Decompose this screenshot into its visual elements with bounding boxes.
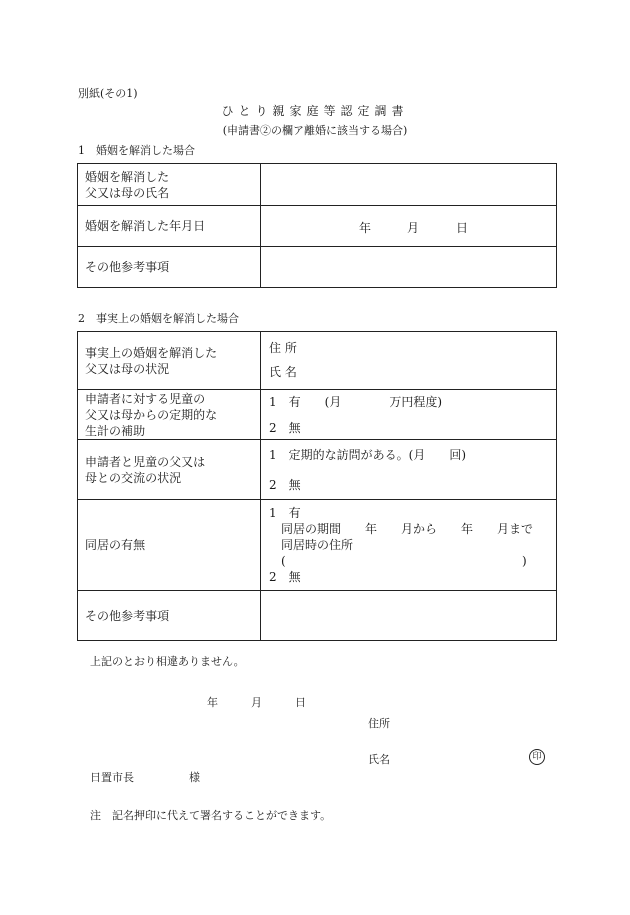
label-line: 婚姻を解消した: [85, 169, 170, 184]
section2-support-field[interactable]: [261, 390, 557, 440]
section1-date-field[interactable]: [261, 206, 557, 247]
section1-notes-field[interactable]: [261, 247, 557, 288]
month-unit: 月: [407, 221, 420, 235]
label-line: その他参考事項: [85, 260, 170, 274]
section2-row-status: [78, 332, 557, 390]
label-line: 申請者に対する児童の: [85, 391, 206, 406]
section2-contact-field[interactable]: [261, 440, 557, 500]
seal-icon: 印: [529, 749, 545, 765]
label-line: 同居の有無: [85, 538, 146, 552]
section1-row-date: [78, 206, 557, 247]
label-line: 父又は母からの定期的な: [85, 407, 218, 422]
section2-status-field[interactable]: [261, 332, 557, 390]
cohabitation-option-yes[interactable]: 1 有: [269, 506, 301, 520]
section1-heading: 1 婚姻を解消した場合: [78, 144, 195, 157]
section2-row-cohabitation-label: [78, 500, 261, 591]
section2-row-cohabitation: [78, 500, 557, 591]
year-unit: 年: [359, 221, 372, 235]
cohabitation-period: 同居の期間 年 月から 年 月まで: [269, 522, 534, 536]
label-line: 父又は母の状況: [85, 361, 170, 376]
section2-notes-field[interactable]: [261, 591, 557, 641]
section2-row-status-label: [78, 332, 261, 390]
section1-row-name-label: [78, 164, 261, 206]
section1-row-notes-label: [78, 247, 261, 288]
contact-option-visit[interactable]: 1 定期的な訪問がある。(月 回): [269, 447, 466, 462]
label-line: その他参考事項: [85, 608, 170, 623]
cohabitation-address-paren[interactable]: [269, 553, 556, 569]
section2-row-contact: [78, 440, 557, 500]
section1-table: [77, 163, 557, 288]
paren-open: (: [269, 554, 286, 568]
label-line: 婚姻を解消した年月日: [85, 219, 206, 233]
day-unit: 日: [456, 221, 469, 235]
section2-row-support: [78, 390, 557, 440]
addressee: 日置市長 様: [90, 771, 200, 784]
attachment-label: 別紙(その1): [78, 87, 138, 100]
cohabitation-address-label: 同居時の住所: [269, 538, 354, 552]
section1-name-field[interactable]: [261, 164, 557, 206]
section1-row-date-label: [78, 206, 261, 247]
label-line: 事実上の婚姻を解消した: [85, 345, 218, 360]
support-option-yes[interactable]: 1 有 (月 万円程度): [269, 394, 442, 409]
section1-row-name: [78, 164, 557, 206]
cohabitation-option-no[interactable]: 2 無: [269, 570, 301, 584]
address-label: 住 所: [269, 341, 297, 355]
label-line: 母との交流の状況: [85, 470, 182, 485]
document-title: ひとり親家庭等認定調書: [221, 104, 409, 118]
section2-heading: 2 事実上の婚姻を解消した場合: [78, 312, 239, 325]
label-line: 生計の補助: [85, 423, 146, 438]
applicant-address-label: 住所: [368, 717, 390, 730]
note-text: 注 記名押印に代えて署名することができます。: [90, 809, 332, 822]
support-option-no[interactable]: 2 無: [269, 420, 301, 435]
section2-row-contact-label: [78, 440, 261, 500]
section1-row-notes: [78, 247, 557, 288]
name-label: 氏 名: [269, 365, 297, 379]
label-line: 申請者と児童の父又は: [85, 454, 206, 469]
section2-row-support-label: [78, 390, 261, 440]
section2-cohabitation-field[interactable]: [261, 500, 557, 591]
applicant-name-label: 氏名: [368, 753, 390, 766]
section2-row-notes: [78, 591, 557, 641]
declaration-text: 上記のとおり相違ありません。: [90, 655, 245, 668]
section2-row-notes-label: [78, 591, 261, 641]
paren-close: ): [522, 554, 527, 568]
label-line: 父又は母の氏名: [85, 185, 170, 200]
section2-table: [77, 331, 557, 641]
contact-option-no[interactable]: 2 無: [269, 477, 301, 492]
document-subtitle: (申請書②の欄ア離婚に該当する場合): [222, 124, 408, 137]
date-line[interactable]: 年 月 日: [207, 696, 306, 709]
